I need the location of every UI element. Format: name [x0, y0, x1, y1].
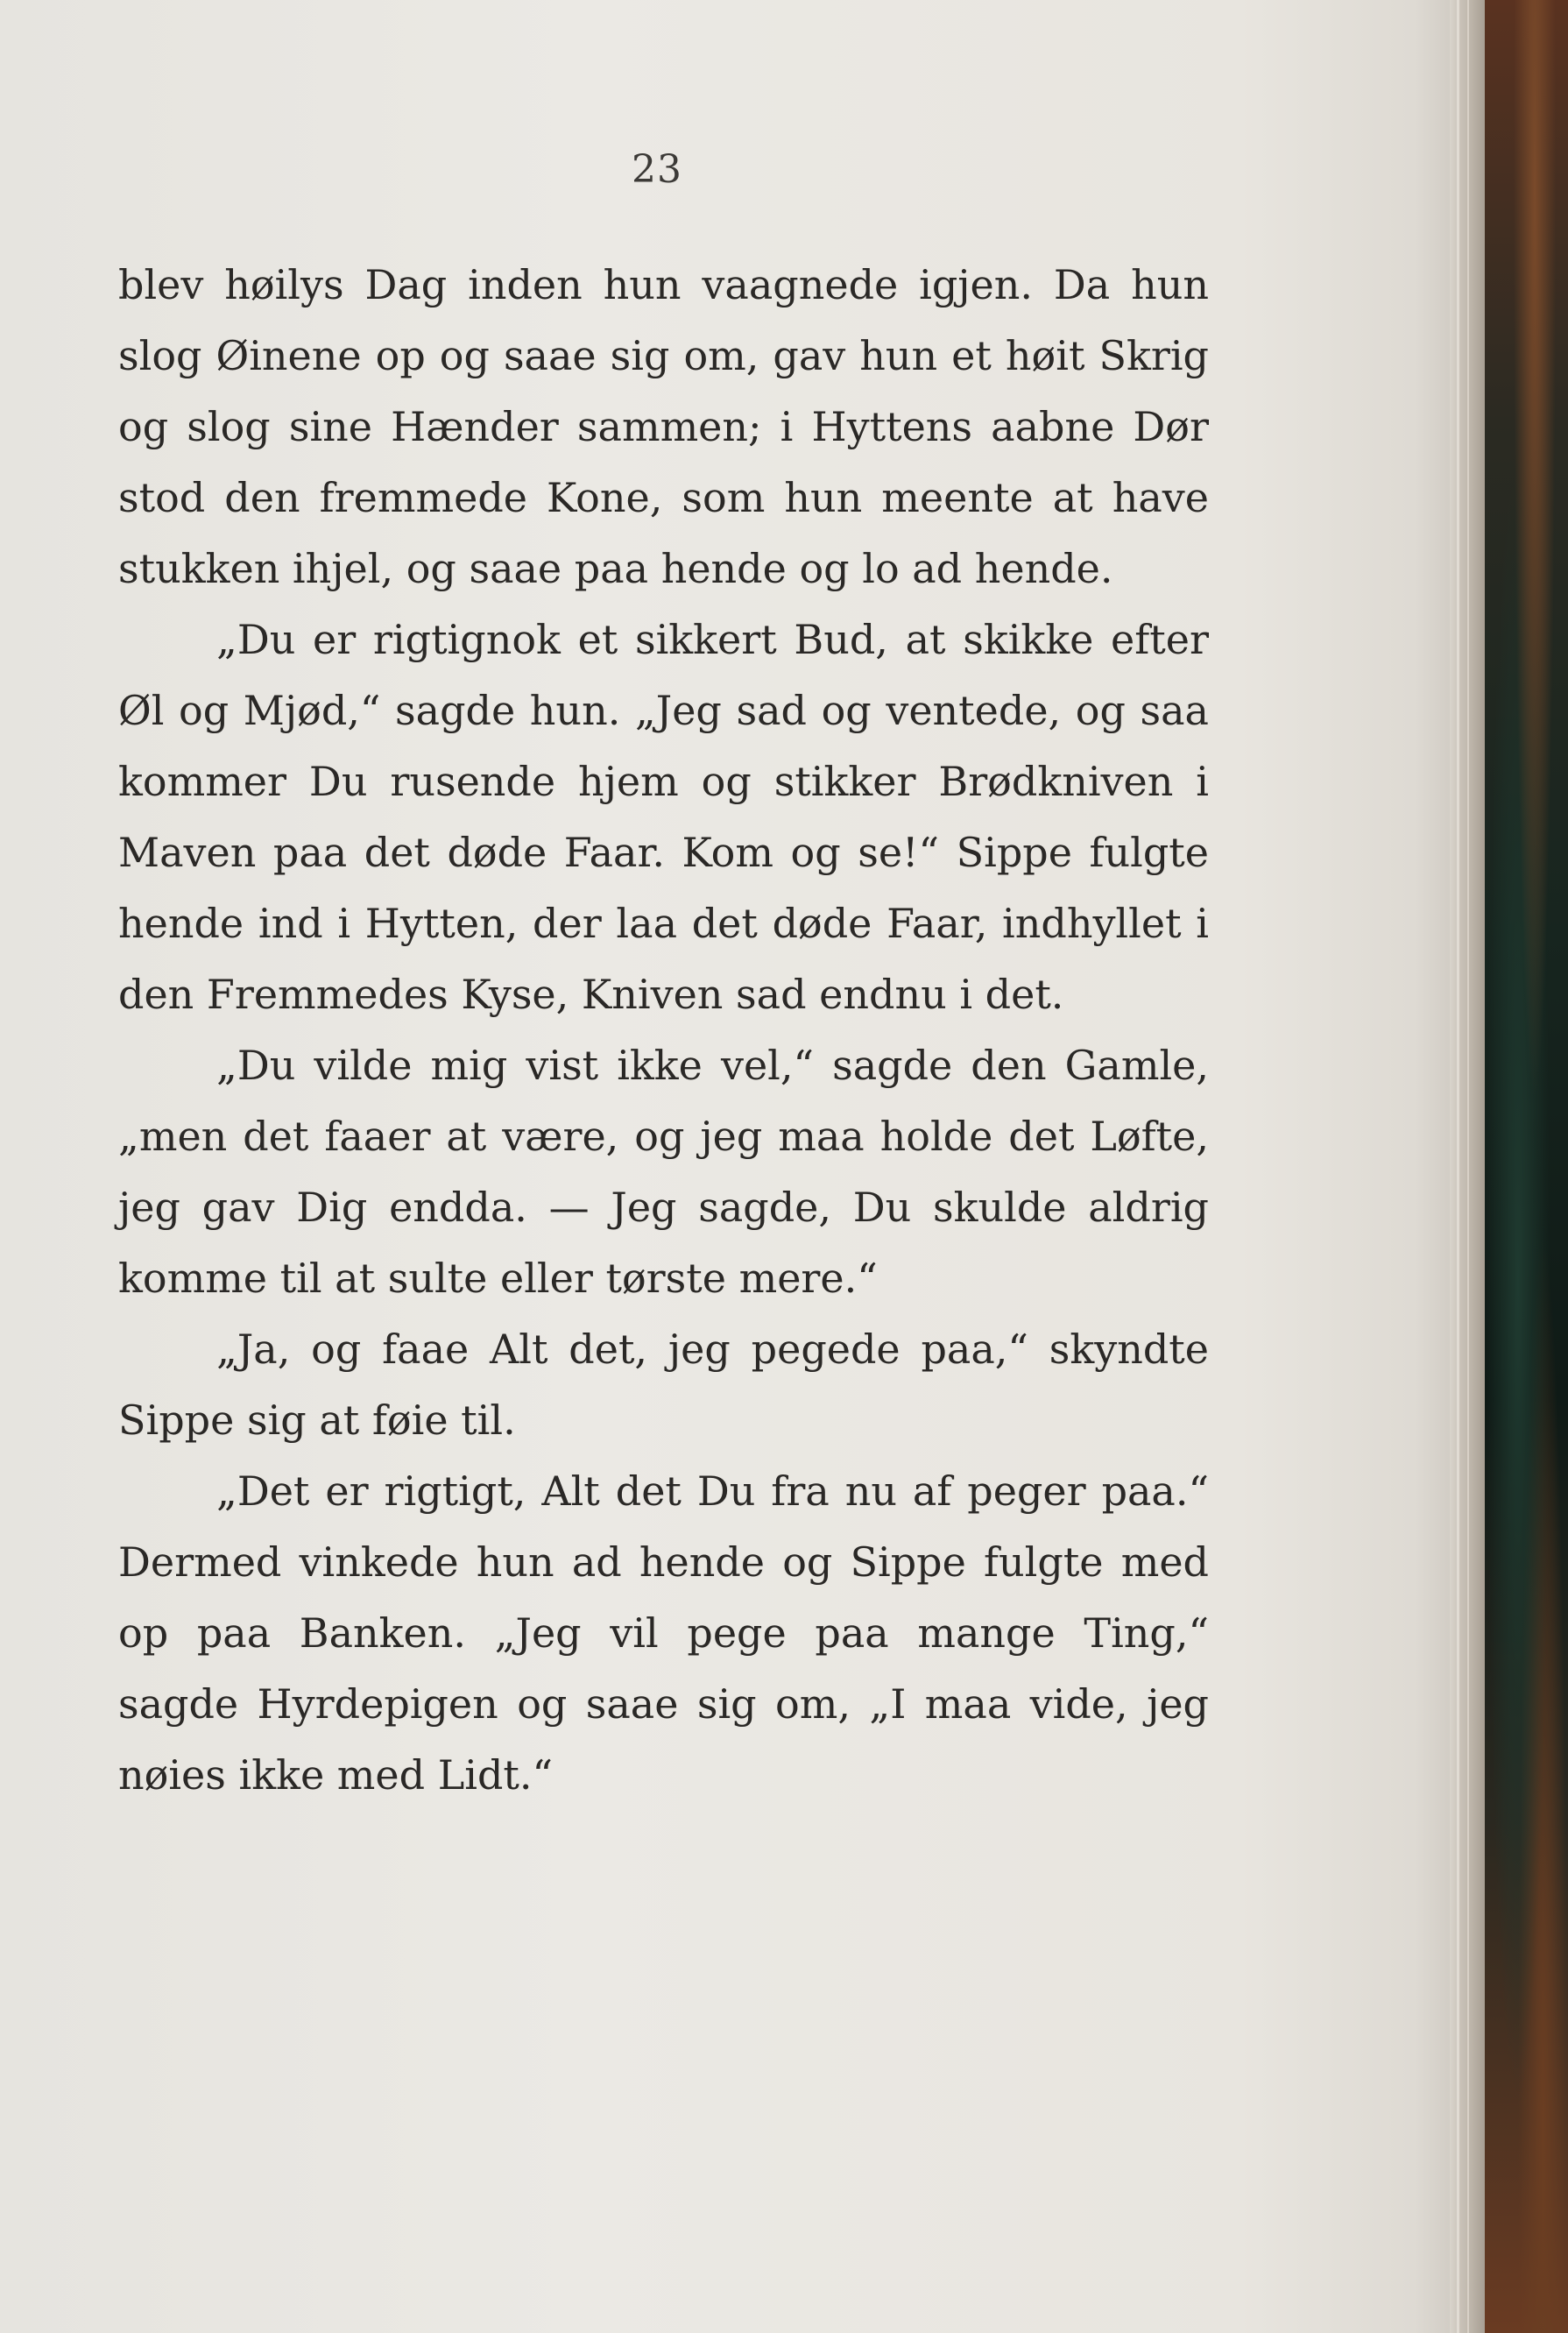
book-cover-edge	[1485, 0, 1568, 2333]
page-number: 23	[632, 147, 682, 192]
paragraph-2: „Du er rigtignok et sikkert Bud, at skikke efter Øl og Mjød,“ sagde hun. „Jeg sad og ventede, og saa kommer Du rusende hjem og stikker Brødkniven i Maven paa det døde Faar. Kom og se!“ Sippe fulgte hende ind i Hytten, der laa det døde Faar, indhyllet i den Fremmedes Kyse, Kniven sad endnu i det.	[118, 616, 1209, 1018]
page-edge	[1450, 0, 1485, 2333]
paragraph-5: „Det er rigtigt, Alt det Du fra nu af peger paa.“ Dermed vinkede hun ad hende og Sippe fulgte med op paa Banken. „Jeg vil pege paa mange Ting,“ sagde Hyrdepigen og saae sig om, „I maa vide, jeg nøies ikke med Lidt.“	[118, 1467, 1209, 1799]
paragraph-4: „Ja, og faae Alt det, jeg pegede paa,“ skyndte Sippe sig at føie til.	[118, 1326, 1209, 1444]
paragraph-3: „Du vilde mig vist ikke vel,“ sagde den Gamle, „men det faaer at være, og jeg maa holde det Løfte, jeg gav Dig endda. — Jeg sagde, Du skulde aldrig komme til at sulte eller tørste mere.“	[118, 1042, 1209, 1302]
text-body	[118, 250, 1209, 1811]
paragraph-1: blev høilys Dag inden hun vaagnede igjen. Da hun slog Øinene op og saae sig om, gav hun et høit Skrig og slog sine Hænder sammen; i Hyttens aabne Dør stod den fremmede Kone, som hun meente at have stukken ihjel, og saae paa hende og lo ad hende.	[118, 261, 1209, 592]
